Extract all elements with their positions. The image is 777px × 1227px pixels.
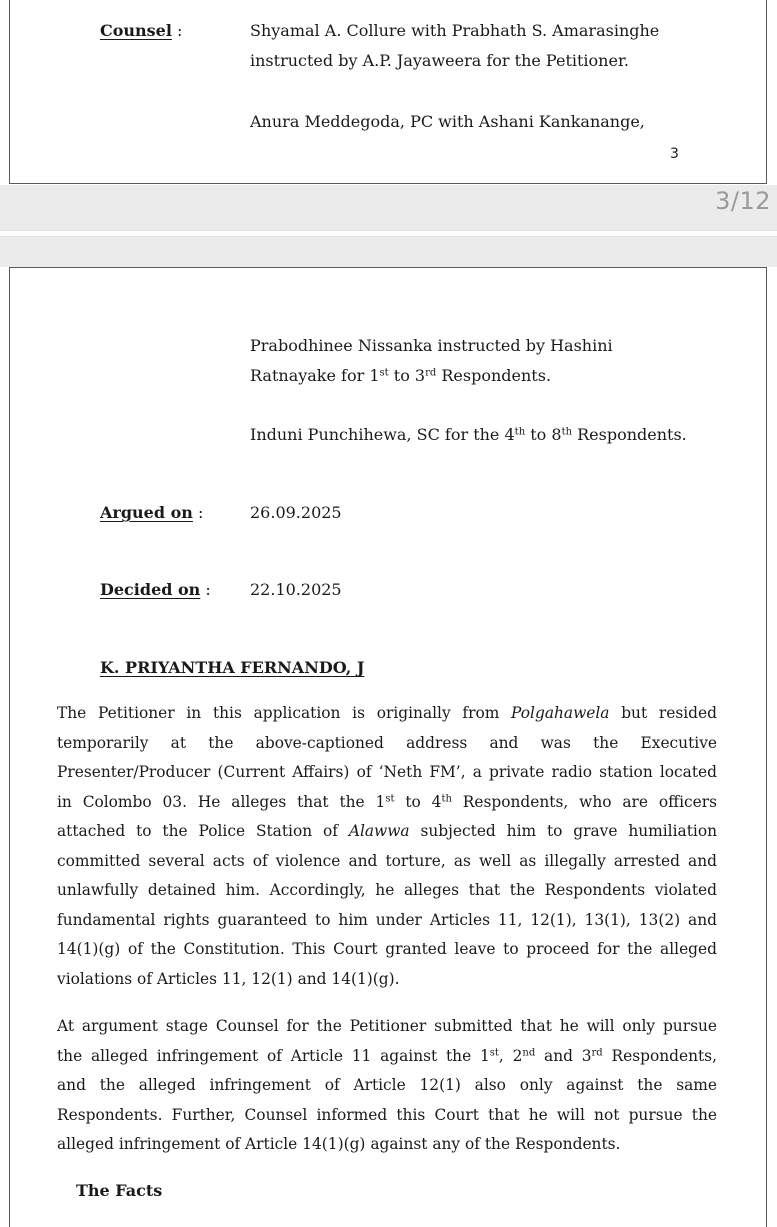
viewer-divider: [0, 230, 777, 237]
paragraph-argument-stage: At argument stage Counsel for the Petitioner submitted that he will only pursue the alleged infringement of Article 11 against the 1st, 2nd and 3rd Respondents, and the alleged infringement of Article 12(1) also only against the same Respondents. Further, Counsel informed this Court that he will not pursue the alleged infringement of Article 14(1)(g) against any of the Respondents.: [57, 1017, 717, 1153]
counsel-line: instructed by A.P. Jayaweera for the Petitioner.: [250, 51, 629, 70]
decided-on-label: Decided on: [100, 580, 201, 599]
argued-on-colon: :: [198, 503, 204, 522]
document-page-4: [9, 267, 767, 1227]
counsel-line: Shyamal A. Collure with Prabhath S. Amarasinghe: [250, 21, 660, 40]
page-counter: 3/12: [715, 187, 771, 215]
counsel-continued-line: Induni Punchihewa, SC for the 4th to 8th Respondents.: [250, 425, 687, 444]
argued-on-label: Argued on: [100, 503, 193, 522]
argued-on-label-row: [100, 498, 203, 528]
counsel-continued-line: Prabodhinee Nissanka instructed by Hashini: [250, 336, 613, 355]
counsel-line: Anura Meddegoda, PC with Ashani Kankanange,: [250, 112, 645, 131]
section-heading-facts: The Facts: [76, 1181, 163, 1200]
document-page-3: [9, 0, 767, 184]
counsel-label-row: [100, 16, 182, 46]
judge-name: K. PRIYANTHA FERNANDO, J: [100, 658, 365, 677]
counsel-colon: :: [177, 21, 183, 40]
decided-on-date: 22.10.2025: [250, 580, 342, 599]
page-number: 3: [670, 146, 679, 162]
counsel-label: Counsel: [100, 21, 172, 40]
page-gap: [0, 185, 777, 267]
decided-on-colon: :: [205, 580, 211, 599]
counsel-continued-line: Ratnayake for 1st to 3rd Respondents.: [250, 366, 552, 385]
paragraph-introduction: The Petitioner in this application is originally from Polgahawela but resided temporarily at the above-captioned address and was the Executive Presenter/Producer (Current Affairs) of ‘Neth FM’, a private radio station located in Colombo 03. He alleges that the 1st to 4th Respondents, who are officers attached to the Police Station of Alawwa subjected him to grave humiliation committed several acts of violence and torture, as well as illegally arrested and unlawfully detained him. Accordingly, he alleges that the Respondents violated fundamental rights guaranteed to him under Articles 11, 12(1), 13(1), 13(2) and 14(1)(g) of the Constitution. This Court granted leave to proceed for the alleged violations of Articles 11, 12(1) and 14(1)(g).: [57, 704, 717, 988]
decided-on-label-row: [100, 575, 211, 605]
argued-on-date: 26.09.2025: [250, 503, 342, 522]
